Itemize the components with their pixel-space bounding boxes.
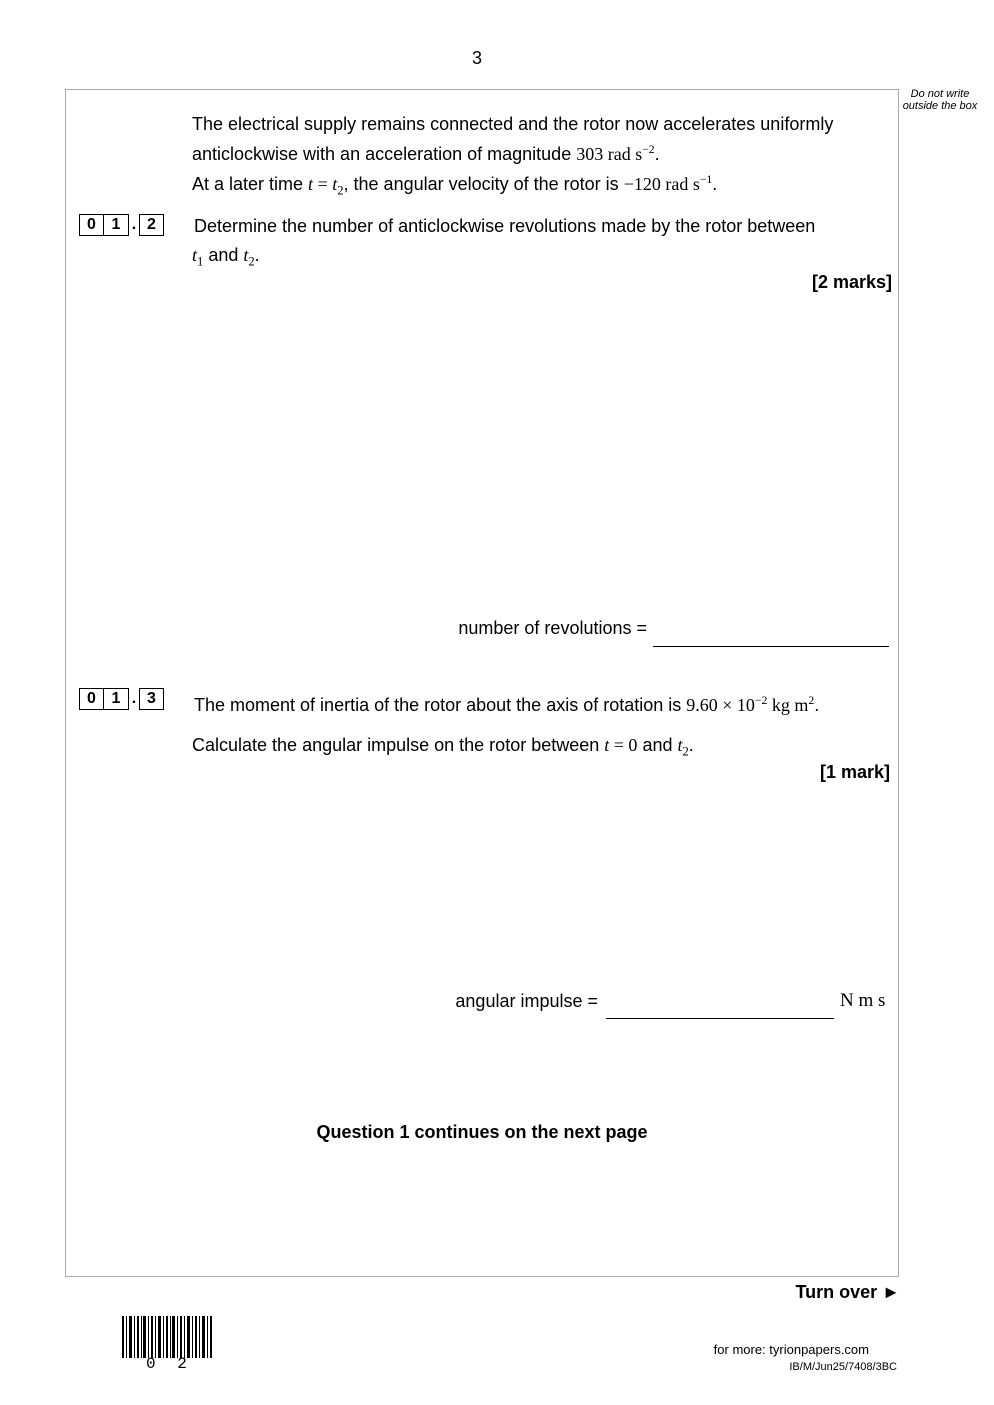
- intro-paragraph: [192, 112, 892, 204]
- question-01-2-text-cont: $t_1$ and $t_2$.: [192, 245, 260, 269]
- marks-01-2: [2 marks]: [811, 272, 892, 292]
- question-number-01-3: [79, 688, 164, 710]
- question-digit: 1: [104, 214, 129, 236]
- margin-note: Do not write outside the box: [902, 88, 978, 112]
- marks-01-3: [1 mark]: [819, 762, 890, 782]
- question-01-3-instruction: Calculate the angular impulse on the rotor between t = 0 and $t_2$.: [192, 735, 694, 759]
- turn-over-label: Turn over ►: [795, 1282, 900, 1302]
- page-number: 3: [471, 48, 482, 68]
- intro-line-2: anticlockwise with an acceleration of magnitude 303 rad $s^{-2}$.: [192, 143, 660, 164]
- question-digit: 2: [139, 214, 164, 236]
- barcode-icon: [122, 1316, 214, 1358]
- intro-line-3: At a later time $t = t_2$, the angular velocity of the rotor is −120 rad $s^{-1}$.: [192, 173, 718, 198]
- answer-line-revolutions[interactable]: [653, 645, 889, 647]
- continuation-note: Question 1 continues on the next page: [316, 1122, 648, 1142]
- question-dot: .: [131, 690, 137, 707]
- intro-line-1: The electrical supply remains connected and the rotor now accelerates uniformly: [192, 114, 834, 134]
- question-01-3-text: The moment of inertia of the rotor about the axis of rotation is $9.60 \times 10^{-2}$ kg $m^2$.: [194, 694, 820, 715]
- footer-note: for more: tyrionpapers.com: [713, 1342, 869, 1357]
- answer-frame: [65, 89, 899, 1277]
- question-digit: 1: [104, 688, 129, 710]
- answer-unit-impulse: N m s: [840, 990, 886, 1011]
- paper-code: IB/M/Jun25/7408/3BC: [789, 1361, 897, 1373]
- question-number-01-2: [79, 214, 164, 236]
- answer-line-impulse[interactable]: [606, 1017, 834, 1019]
- question-digit: 0: [79, 214, 104, 236]
- answer-label-impulse: angular impulse =: [455, 991, 598, 1011]
- question-digit: 0: [79, 688, 104, 710]
- question-01-2-text: Determine the number of anticlockwise revolutions made by the rotor between: [194, 216, 816, 236]
- barcode-digits: 0 2: [146, 1355, 193, 1373]
- question-dot: .: [131, 216, 137, 233]
- answer-label-revolutions: number of revolutions =: [458, 618, 647, 638]
- question-digit: 3: [139, 688, 164, 710]
